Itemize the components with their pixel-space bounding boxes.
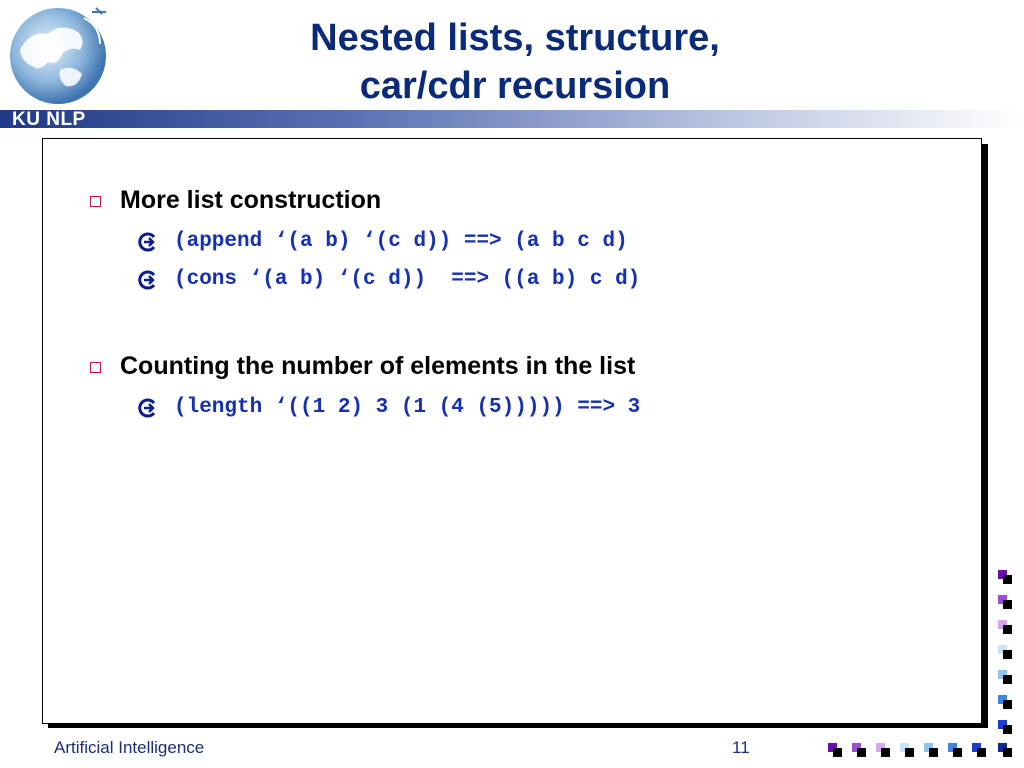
decor-square-icon xyxy=(998,645,1013,660)
sub-bullet-append xyxy=(138,230,628,253)
code-example: (append ‘(a b) ‘(c d)) ==> (a b c d) xyxy=(174,230,628,253)
decor-square-icon xyxy=(998,595,1013,610)
circled-arrow-bullet-icon xyxy=(138,398,158,418)
sub-bullet-length xyxy=(138,396,640,419)
brand-label: KU NLP xyxy=(12,109,86,130)
content-box xyxy=(42,138,982,724)
circled-arrow-bullet-icon xyxy=(138,270,158,290)
decor-square-icon xyxy=(852,743,867,758)
decor-square-icon xyxy=(998,695,1013,710)
decor-square-icon xyxy=(900,743,915,758)
code-example: (length ‘((1 2) 3 (1 (4 (5))))) ==> 3 xyxy=(174,396,641,419)
hollow-square-bullet-icon xyxy=(90,362,101,373)
decor-square-icon xyxy=(998,743,1013,758)
decor-square-icon xyxy=(998,570,1013,585)
decor-square-icon xyxy=(924,743,939,758)
decor-square-icon xyxy=(876,743,891,758)
bullet-counting-elements xyxy=(90,352,635,381)
decor-square-icon xyxy=(948,743,963,758)
sub-bullet-cons xyxy=(138,268,640,291)
decor-square-icon xyxy=(998,620,1013,635)
code-example: (cons ‘(a b) ‘(c d)) ==> ((a b) c d) xyxy=(174,268,641,291)
decor-square-icon xyxy=(998,720,1013,735)
bullet-heading: More list construction xyxy=(120,186,382,214)
slide-title xyxy=(180,14,850,110)
footer-course-title: Artificial Intelligence xyxy=(54,738,205,757)
bullet-more-list-construction xyxy=(90,186,381,215)
bullet-heading: Counting the number of elements in the list xyxy=(120,352,636,380)
slide-title-line2: car/cdr recursion xyxy=(359,65,671,107)
slide-title-line1: Nested lists, structure, xyxy=(310,17,720,59)
circled-arrow-bullet-icon xyxy=(138,232,158,252)
title-underline-bar xyxy=(0,110,1024,128)
decor-square-icon xyxy=(972,743,987,758)
decor-square-icon xyxy=(828,743,843,758)
slide-number: 11 xyxy=(732,738,750,757)
decor-square-icon xyxy=(998,670,1013,685)
hollow-square-bullet-icon xyxy=(90,196,101,207)
